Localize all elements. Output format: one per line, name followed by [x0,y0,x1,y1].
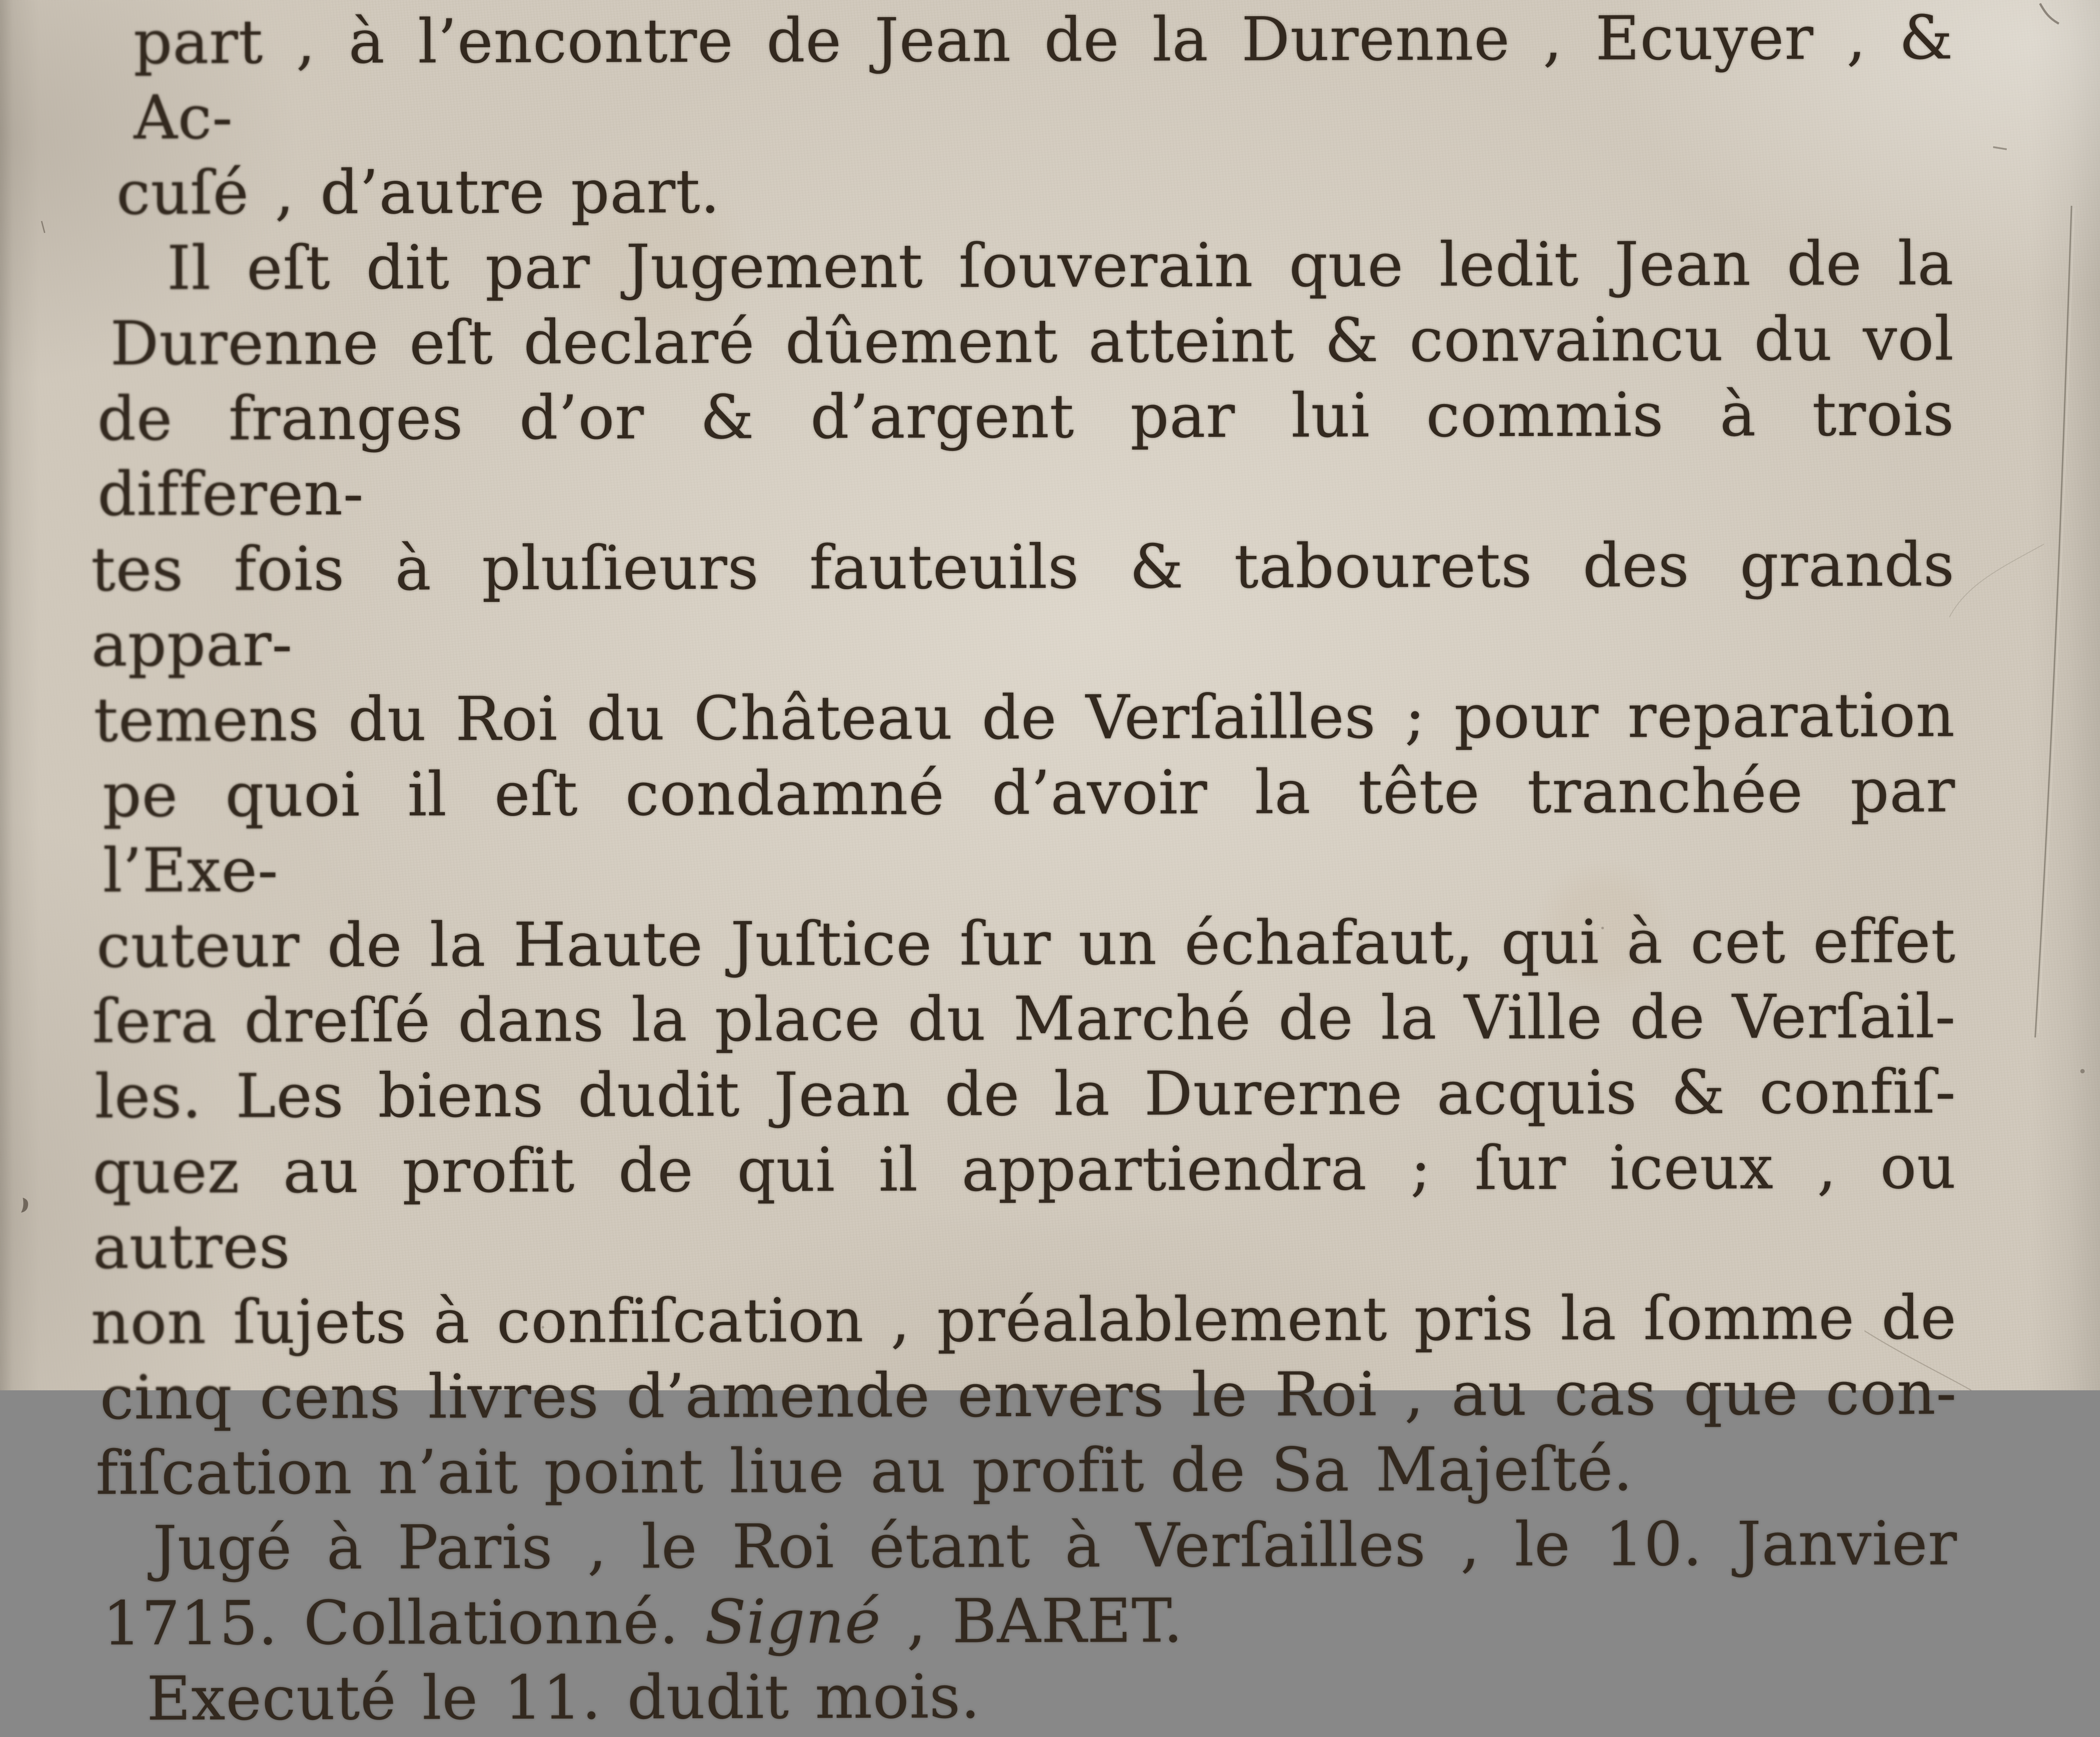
text-line: de franges d’or & d’argent par lui commis à trois differen- [97,379,1955,530]
paper-crease-faint [1949,544,2044,617]
paper-crease [2035,206,2072,1037]
text-line: non ſujets à confiſcation , préalablement pris la ſomme de [91,1282,1957,1358]
paper-speck [2080,1069,2085,1073]
focus-falloff-overlay [0,0,372,1390]
text-line: cuſé , d’autre part. [116,156,720,229]
text-line: ſera dreſſé dans la place du Marché de la Ville de Verſail- [92,981,1956,1057]
text-line: quez au profit de qui il appartiendra ; ſur iceux , ou autres [92,1132,1957,1283]
text-line: Durenne eſt declaré dûement atteint & convaincu du vol [110,303,1955,379]
text-line: part , à l’encontre de Jean de la Durenne , Ecuyer , & Ac- [133,2,1954,153]
text-line: pe quoi il eſt condamné d’avoir la tête tranchée par l’Exe- [102,755,1956,906]
text-line: Executé le 11. dudit mois. [146,1661,981,1734]
ink-remnant-mark [2040,4,2059,24]
paper-speck [1993,147,2007,149]
signature-prefix: 1715. Collationné. [102,1586,705,1659]
text-line: fiſcation n’ait point liue au profit de Sa Majeſté. [95,1434,1633,1508]
signature-line [102,1581,1957,1661]
text-line: cinq cens livres d’amende envers le Roi , au cas que con- [99,1357,1957,1433]
signed-word: Signé [705,1586,881,1657]
text-line: Il eſt dit par Jugement ſouverain que ledit Jean de la [167,228,1954,304]
text-line: tes fois à pluſieurs fauteuils & tabourets des grands appar- [91,529,1955,680]
text-line: Jugé à Paris , le Roi étant à Verſailles , le 10. Janvier [152,1508,1958,1584]
paper-crease-highlight [2038,208,2074,1033]
signature-name: , BARET. [881,1586,1184,1657]
text-line: temens du Roi du Château de Verſailles ; pour reparation [93,680,1956,756]
text-line: cuteur de la Haute Juſtice ſur un échafaut, qui à cet effet [96,906,1956,981]
text-line: les. Les biens dudit Jean de la Durerne acquis & confiſ- [95,1056,1956,1132]
